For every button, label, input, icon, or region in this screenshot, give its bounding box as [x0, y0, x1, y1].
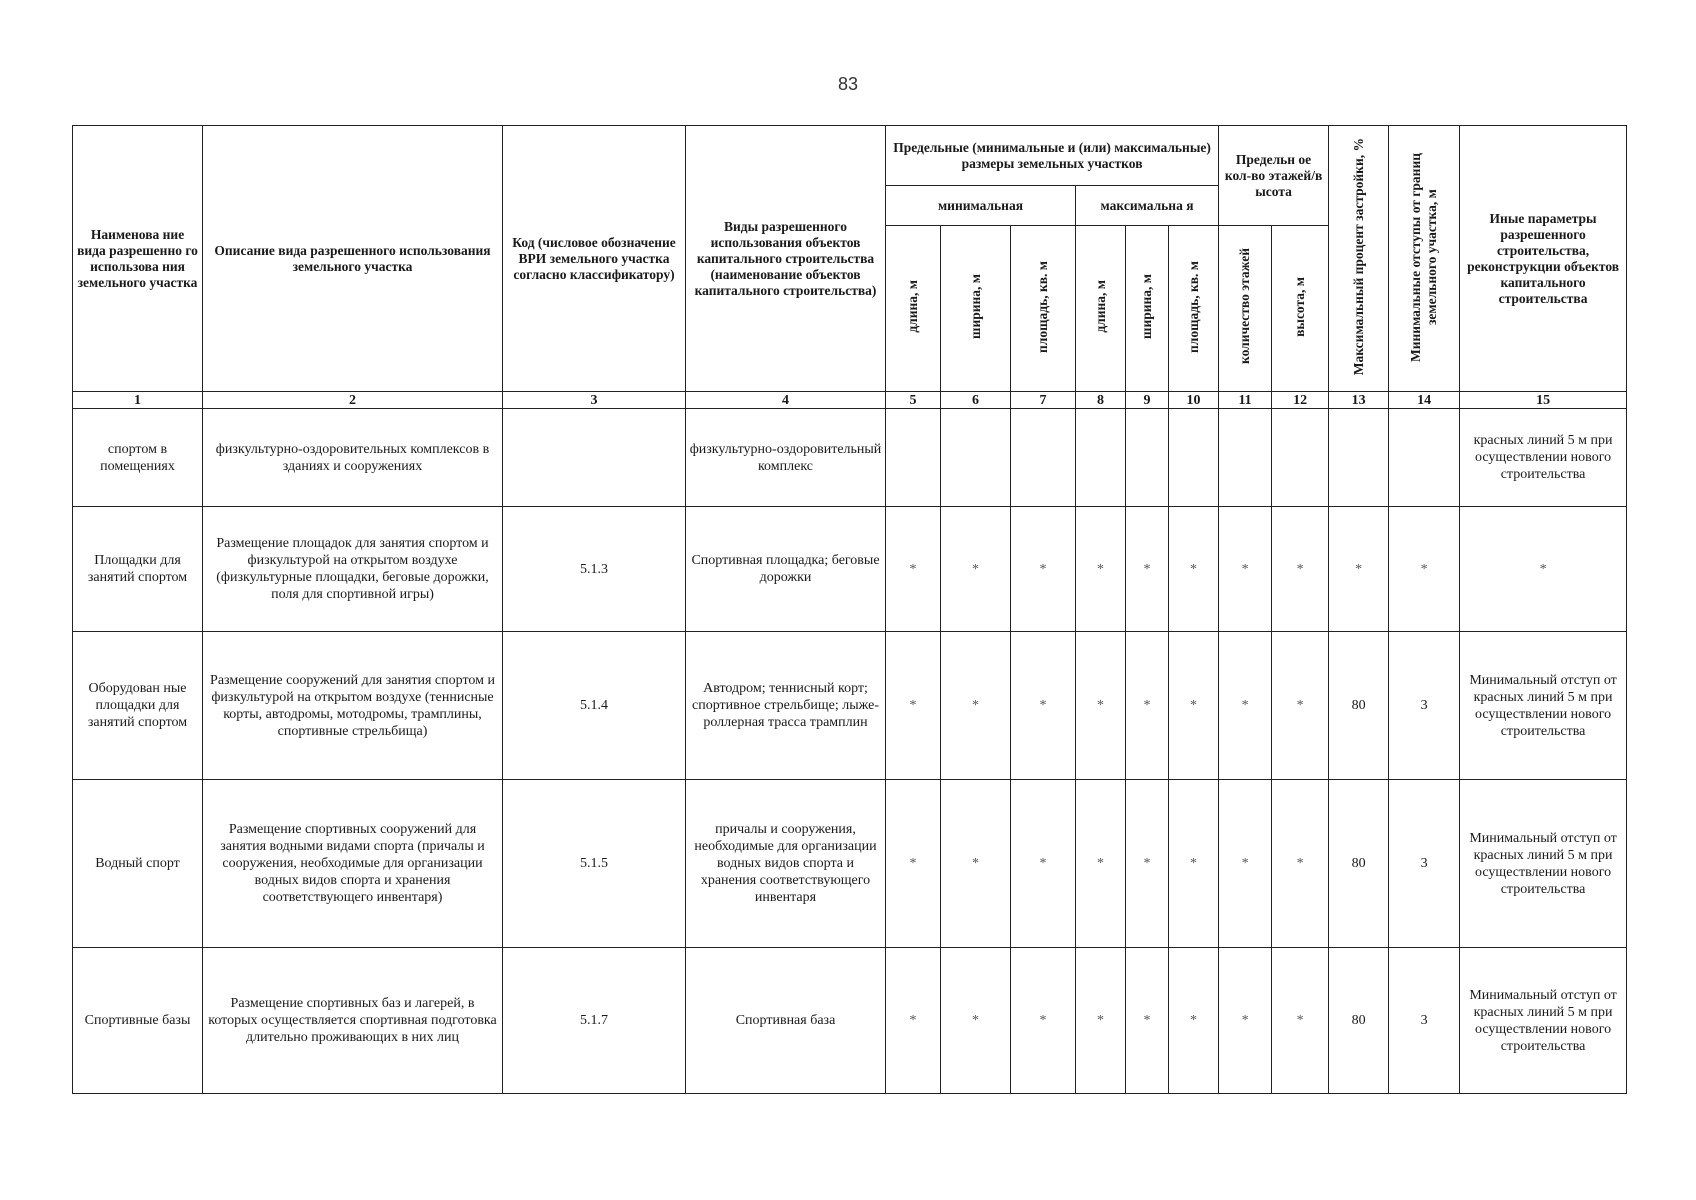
min-width-value: * — [941, 948, 1011, 1094]
max-length-value: * — [1076, 507, 1126, 632]
land-use-code: 5.1.3 — [503, 507, 686, 632]
floors-count-value — [1219, 409, 1272, 507]
column-number: 4 — [686, 392, 886, 409]
floors-count-value: * — [1219, 780, 1272, 948]
table-row — [73, 507, 1627, 632]
max-length-value — [1076, 409, 1126, 507]
column-number: 2 — [203, 392, 503, 409]
height-value: * — [1272, 507, 1329, 632]
max-width-value — [1126, 409, 1169, 507]
header-max-area: площадь, кв. м — [1169, 226, 1219, 392]
floors-count-value: * — [1219, 948, 1272, 1094]
land-use-code: 5.1.7 — [503, 948, 686, 1094]
header-min-width: ширина, м — [941, 226, 1011, 392]
header-capital-construction-types: Виды разрешенного использования объектов капитального строительства (наименование объектов капитального строительства) — [686, 126, 886, 392]
floors-count-value: * — [1219, 632, 1272, 780]
header-land-use-description: Описание вида разрешенного использования земельного участка — [203, 126, 503, 392]
max-width-value: * — [1126, 780, 1169, 948]
land-use-regulations-table — [72, 125, 1627, 1094]
column-number: 5 — [886, 392, 941, 409]
column-number: 9 — [1126, 392, 1169, 409]
min-width-value: * — [941, 507, 1011, 632]
capital-construction-objects: Автодром; теннисный корт; спортивное стрельбище; лыже-роллерная трасса трамплин — [686, 632, 886, 780]
other-parameters-value: Минимальный отступ от красных линий 5 м при осуществлении нового строительства — [1460, 780, 1627, 948]
capital-construction-objects: Спортивная площадка; беговые дорожки — [686, 507, 886, 632]
header-max-length: длина, м — [1076, 226, 1126, 392]
land-use-description: Размещение площадок для занятия спортом и физкультурой на открытом воздухе (физкультурные площадки, беговые дорожки, поля для спортивной игры) — [203, 507, 503, 632]
column-number: 8 — [1076, 392, 1126, 409]
max-area-value: * — [1169, 632, 1219, 780]
header-maximum: максимальна я — [1076, 186, 1219, 226]
header-other-parameters: Иные параметры разрешенного строительства, реконструкции объектов капитального строительства — [1460, 126, 1627, 392]
header-land-use-code: Код (числовое обозначение ВРИ земельного участка согласно классификатору) — [503, 126, 686, 392]
land-use-name: спортом в помещениях — [73, 409, 203, 507]
other-parameters-value: * — [1460, 507, 1627, 632]
max-width-value: * — [1126, 948, 1169, 1094]
max-length-value: * — [1076, 780, 1126, 948]
land-use-name: Водный спорт — [73, 780, 203, 948]
max-area-value: * — [1169, 780, 1219, 948]
header-floors-count: количество этажей — [1219, 226, 1272, 392]
header-floors-height-group: Предельн ое кол-во этажей/в ысота — [1219, 126, 1329, 226]
max-building-percent-value: 80 — [1329, 948, 1389, 1094]
height-value: * — [1272, 948, 1329, 1094]
land-use-description: Размещение спортивных сооружений для занятия водными видами спорта (причалы и сооружения, необходимые для организации водных видов спорта и хранения соответствующего инвентаря) — [203, 780, 503, 948]
column-number: 15 — [1460, 392, 1627, 409]
min-area-value: * — [1011, 507, 1076, 632]
column-number: 12 — [1272, 392, 1329, 409]
max-building-percent-value: * — [1329, 507, 1389, 632]
table-row — [73, 948, 1627, 1094]
header-min-setbacks: Минимальные отступы от границ земельного участка, м — [1389, 126, 1460, 392]
max-width-value: * — [1126, 632, 1169, 780]
column-number: 7 — [1011, 392, 1076, 409]
land-use-description: Размещение спортивных баз и лагерей, в которых осуществляется спортивная подготовка длительно проживающих в них лиц — [203, 948, 503, 1094]
floors-count-value: * — [1219, 507, 1272, 632]
min-area-value: * — [1011, 948, 1076, 1094]
min-length-value — [886, 409, 941, 507]
header-minimum: минимальная — [886, 186, 1076, 226]
land-use-name: Площадки для занятий спортом — [73, 507, 203, 632]
min-length-value: * — [886, 948, 941, 1094]
land-use-description: Размещение сооружений для занятия спортом и физкультурой на открытом воздухе (теннисные корты, автодромы, мотодромы, трамплины, спортивные стрельбища) — [203, 632, 503, 780]
header-min-length: длина, м — [886, 226, 941, 392]
min-width-value: * — [941, 632, 1011, 780]
capital-construction-objects: причалы и сооружения, необходимые для организации водных видов спорта и хранения соответствующего инвентаря — [686, 780, 886, 948]
land-use-name: Спортивные базы — [73, 948, 203, 1094]
column-number: 6 — [941, 392, 1011, 409]
max-area-value: * — [1169, 507, 1219, 632]
column-number: 14 — [1389, 392, 1460, 409]
min-setback-value: 3 — [1389, 780, 1460, 948]
header-height: высота, м — [1272, 226, 1329, 392]
height-value: * — [1272, 632, 1329, 780]
land-use-name: Оборудован ные площадки для занятий спортом — [73, 632, 203, 780]
min-length-value: * — [886, 780, 941, 948]
header-plot-size-limits: Предельные (минимальные и (или) максимальные) размеры земельных участков — [886, 126, 1219, 186]
max-length-value: * — [1076, 632, 1126, 780]
max-building-percent-value — [1329, 409, 1389, 507]
capital-construction-objects: Спортивная база — [686, 948, 886, 1094]
column-number: 13 — [1329, 392, 1389, 409]
min-length-value: * — [886, 632, 941, 780]
land-use-code: 5.1.5 — [503, 780, 686, 948]
min-area-value — [1011, 409, 1076, 507]
other-parameters-value: Минимальный отступ от красных линий 5 м при осуществлении нового строительства — [1460, 632, 1627, 780]
column-number-row — [73, 392, 1627, 409]
page-number: 83 — [837, 74, 859, 94]
max-area-value — [1169, 409, 1219, 507]
other-parameters-value: Минимальный отступ от красных линий 5 м при осуществлении нового строительства — [1460, 948, 1627, 1094]
header-land-use-name: Наименова ние вида разрешенно го использова ния земельного участка — [73, 126, 203, 392]
header-max-building-percent: Максимальный процент застройки, % — [1329, 126, 1389, 392]
land-use-description: физкультурно-оздоровительных комплексов в зданиях и сооружениях — [203, 409, 503, 507]
min-length-value: * — [886, 507, 941, 632]
min-area-value: * — [1011, 780, 1076, 948]
column-number: 1 — [73, 392, 203, 409]
table-row — [73, 780, 1627, 948]
table-row — [73, 409, 1627, 507]
max-area-value: * — [1169, 948, 1219, 1094]
max-building-percent-value: 80 — [1329, 632, 1389, 780]
max-building-percent-value: 80 — [1329, 780, 1389, 948]
column-number: 11 — [1219, 392, 1272, 409]
capital-construction-objects: физкультурно-оздоровительный комплекс — [686, 409, 886, 507]
height-value — [1272, 409, 1329, 507]
land-use-code — [503, 409, 686, 507]
min-setback-value: 3 — [1389, 948, 1460, 1094]
min-width-value — [941, 409, 1011, 507]
header-max-width: ширина, м — [1126, 226, 1169, 392]
min-width-value: * — [941, 780, 1011, 948]
height-value: * — [1272, 780, 1329, 948]
min-setback-value: 3 — [1389, 632, 1460, 780]
land-use-code: 5.1.4 — [503, 632, 686, 780]
table-row — [73, 632, 1627, 780]
header-min-area: площадь, кв. м — [1011, 226, 1076, 392]
other-parameters-value: красных линий 5 м при осуществлении нового строительства — [1460, 409, 1627, 507]
column-number: 3 — [503, 392, 686, 409]
min-setback-value — [1389, 409, 1460, 507]
max-width-value: * — [1126, 507, 1169, 632]
min-setback-value: * — [1389, 507, 1460, 632]
column-number: 10 — [1169, 392, 1219, 409]
min-area-value: * — [1011, 632, 1076, 780]
max-length-value: * — [1076, 948, 1126, 1094]
